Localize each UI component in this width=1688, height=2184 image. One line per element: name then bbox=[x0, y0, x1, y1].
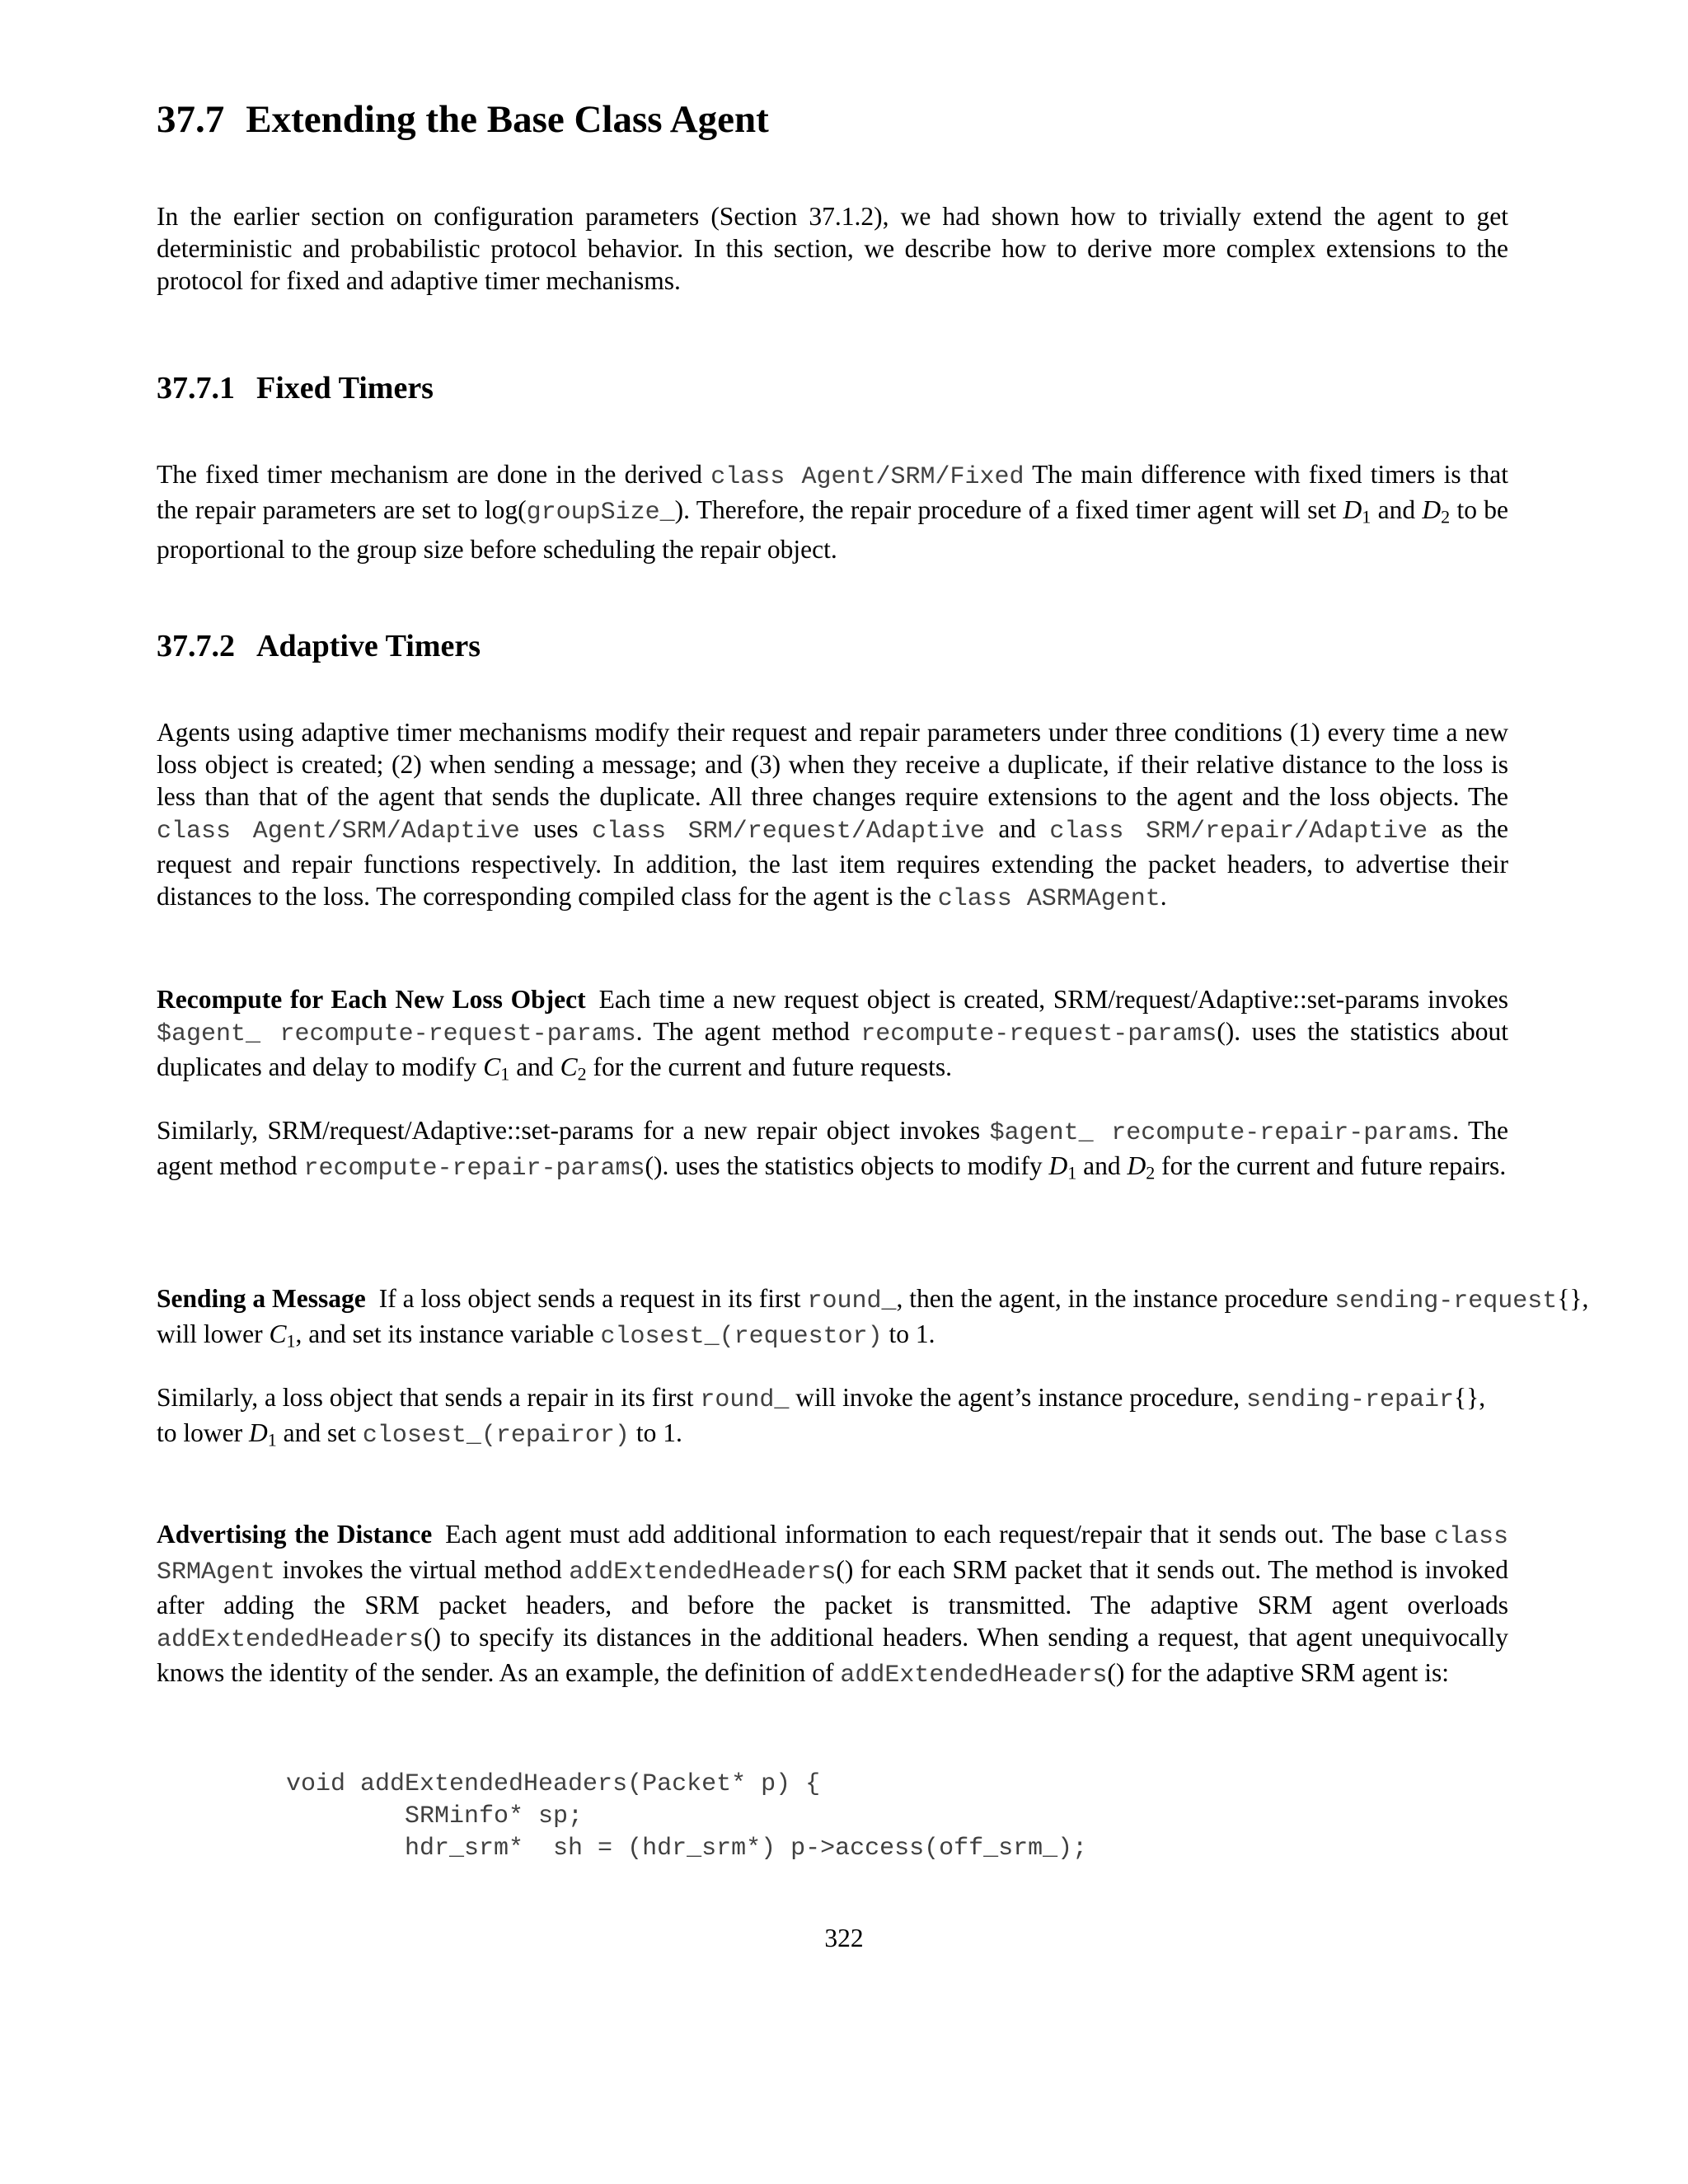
code-line: SRMinfo* sp; bbox=[286, 1802, 584, 1830]
intro-text: In the earlier section on configuration parameters (Section 37.1.2), we had shown how to trivially extend the agent to get deterministic and probabilistic protocol behavior. In this section, we describe how to derive more complex extensions to the protocol for fixed and adaptive timer mechanisms. bbox=[157, 202, 1508, 295]
code-fragment: round_ bbox=[700, 1386, 790, 1414]
code-fragment: class SRMAgent bbox=[157, 1523, 1508, 1586]
sending-repair-paragraph bbox=[157, 1381, 1657, 1456]
paragraph-heading: Advertising the Distance bbox=[157, 1520, 433, 1549]
subsection-number: 37.7.1 bbox=[157, 371, 235, 405]
code-fragment: class SRM/repair/Adaptive bbox=[1049, 818, 1428, 846]
page-number: 322 bbox=[824, 1924, 864, 1952]
paragraph-heading: Recompute for Each New Loss Object bbox=[157, 985, 586, 1014]
recompute-text: Recompute for Each New Loss Object Each time a new request object is created, SRM/request/Adaptive::set-params invokes $agent_ recompute-request-params. The agent method recompute-request-params(). uses the statistics about duplicates and delay to modify $C_1$ and $C_2$ for the current and future requests. bbox=[157, 985, 1508, 1085]
fixed-paragraph bbox=[157, 458, 1508, 565]
code-fragment: round_ bbox=[807, 1287, 897, 1315]
code-fragment: closest_(requestor) bbox=[600, 1323, 883, 1351]
section-heading bbox=[157, 96, 1508, 143]
advertising-text: Advertising the Distance Each agent must add additional information to each request/repair that it sends out. The base class SRMAgent invokes the virtual method addExtendedHeaders() for each SRM packet that it sends out. The method is invoked after adding the SRM packet headers, and before the packet is transmitted. The adaptive SRM agent overloads addExtendedHeaders() to specify its distances in the additional headers. When sending a request, that agent unequivocally knows the identity of the sender. As an example, the definition of addExtendedHeaders() for the adaptive SRM agent is: bbox=[157, 1520, 1508, 1690]
recompute-repair-text: Similarly, SRM/request/Adaptive::set-params for a new repair object invokes $agent_ recompute-repair-params. The agent method recompute-repair-params(). uses the statistics objects to modify $D_1$ and $D_2$ for the current and future repairs. bbox=[157, 1116, 1509, 1183]
code-listing bbox=[286, 1769, 1638, 1865]
code-fragment: $agent_ recompute-request-params bbox=[157, 1020, 636, 1048]
code-fragment: class ASRMAgent bbox=[937, 885, 1160, 913]
recompute-repair-paragraph bbox=[157, 1114, 1508, 1189]
subsection-number: 37.7.2 bbox=[157, 629, 235, 663]
subsection-fixed-heading bbox=[157, 370, 1508, 408]
code-fragment: sending-request bbox=[1334, 1287, 1558, 1315]
code-line: void addExtendedHeaders(Packet* p) { bbox=[286, 1770, 821, 1798]
adaptive-paragraph bbox=[157, 716, 1508, 916]
subsection-title: Adaptive Timers bbox=[256, 629, 481, 663]
code-fragment: class Agent/SRM/Fixed bbox=[710, 463, 1025, 491]
section-number: 37.7 bbox=[157, 98, 225, 141]
code-fragment: sending-repair bbox=[1245, 1386, 1454, 1414]
sending-repair-text: Similarly, a loss object that sends a repair in its first round_ will invoke the agent’s instance procedure, sending-repair{}, to lower $D_1$ and set closest_(repairor) to 1. bbox=[157, 1383, 1486, 1451]
code-fragment: addExtendedHeaders bbox=[569, 1558, 837, 1586]
section-title: Extending the Base Class Agent bbox=[246, 98, 769, 141]
adaptive-text: Agents using adaptive timer mechanisms modify their request and repair parameters under three conditions (1) every time a new loss object is created; (2) when sending a message; and (3) when they receive a duplicate, if their relative distance to the loss is less than that of the agent that sends the duplicate. All three changes require extensions to the agent and the loss objects. The class Agent/SRM/Adaptive uses class SRM/request/Adaptive and class SRM/repair/Adaptive as the request and repair functions respectively. In addition, the last item requires extending the packet headers, to advertise their distances to the loss. The corresponding compiled class for the agent is the class ASRMAgent. bbox=[157, 718, 1508, 913]
paragraph-heading: Sending a Message bbox=[157, 1284, 366, 1313]
code-fragment: $agent_ recompute-repair-params bbox=[989, 1119, 1453, 1147]
code-fragment: class Agent/SRM/Adaptive bbox=[157, 818, 520, 846]
code-line: hdr_srm* sh = (hdr_srm*) p->access(off_srm_); bbox=[286, 1835, 1088, 1863]
fixed-text: The fixed timer mechanism are done in the derived class Agent/SRM/Fixed The main difference with fixed timers is that the repair parameters are set to log(groupSize_). Therefore, the repair procedure of a fixed timer agent will set $D_1$ and $D_2$ to be proportional to the group size before scheduling the repair object. bbox=[157, 460, 1509, 564]
recompute-paragraph bbox=[157, 983, 1508, 1090]
code-fragment: groupSize_ bbox=[526, 499, 675, 527]
code-fragment: addExtendedHeaders bbox=[157, 1626, 424, 1654]
code-fragment: class SRM/request/Adaptive bbox=[592, 818, 985, 846]
sending-paragraph bbox=[157, 1282, 1657, 1357]
subsection-title: Fixed Timers bbox=[256, 371, 434, 405]
intro-paragraph bbox=[157, 200, 1508, 297]
code-fragment: recompute-repair-params bbox=[303, 1155, 645, 1183]
sending-text: Sending a Message If a loss object sends a request in its first round_, then the agent, in the instance procedure sending-request{}, will lower $C_1$, and set its instance variable closest_(requestor) to 1. bbox=[157, 1284, 1589, 1352]
code-fragment: recompute-request-params bbox=[860, 1020, 1217, 1048]
code-fragment: addExtendedHeaders bbox=[840, 1661, 1108, 1690]
advertising-paragraph bbox=[157, 1518, 1508, 1692]
subsection-adaptive-heading bbox=[157, 628, 1508, 666]
code-fragment: closest_(repairor) bbox=[362, 1422, 630, 1450]
